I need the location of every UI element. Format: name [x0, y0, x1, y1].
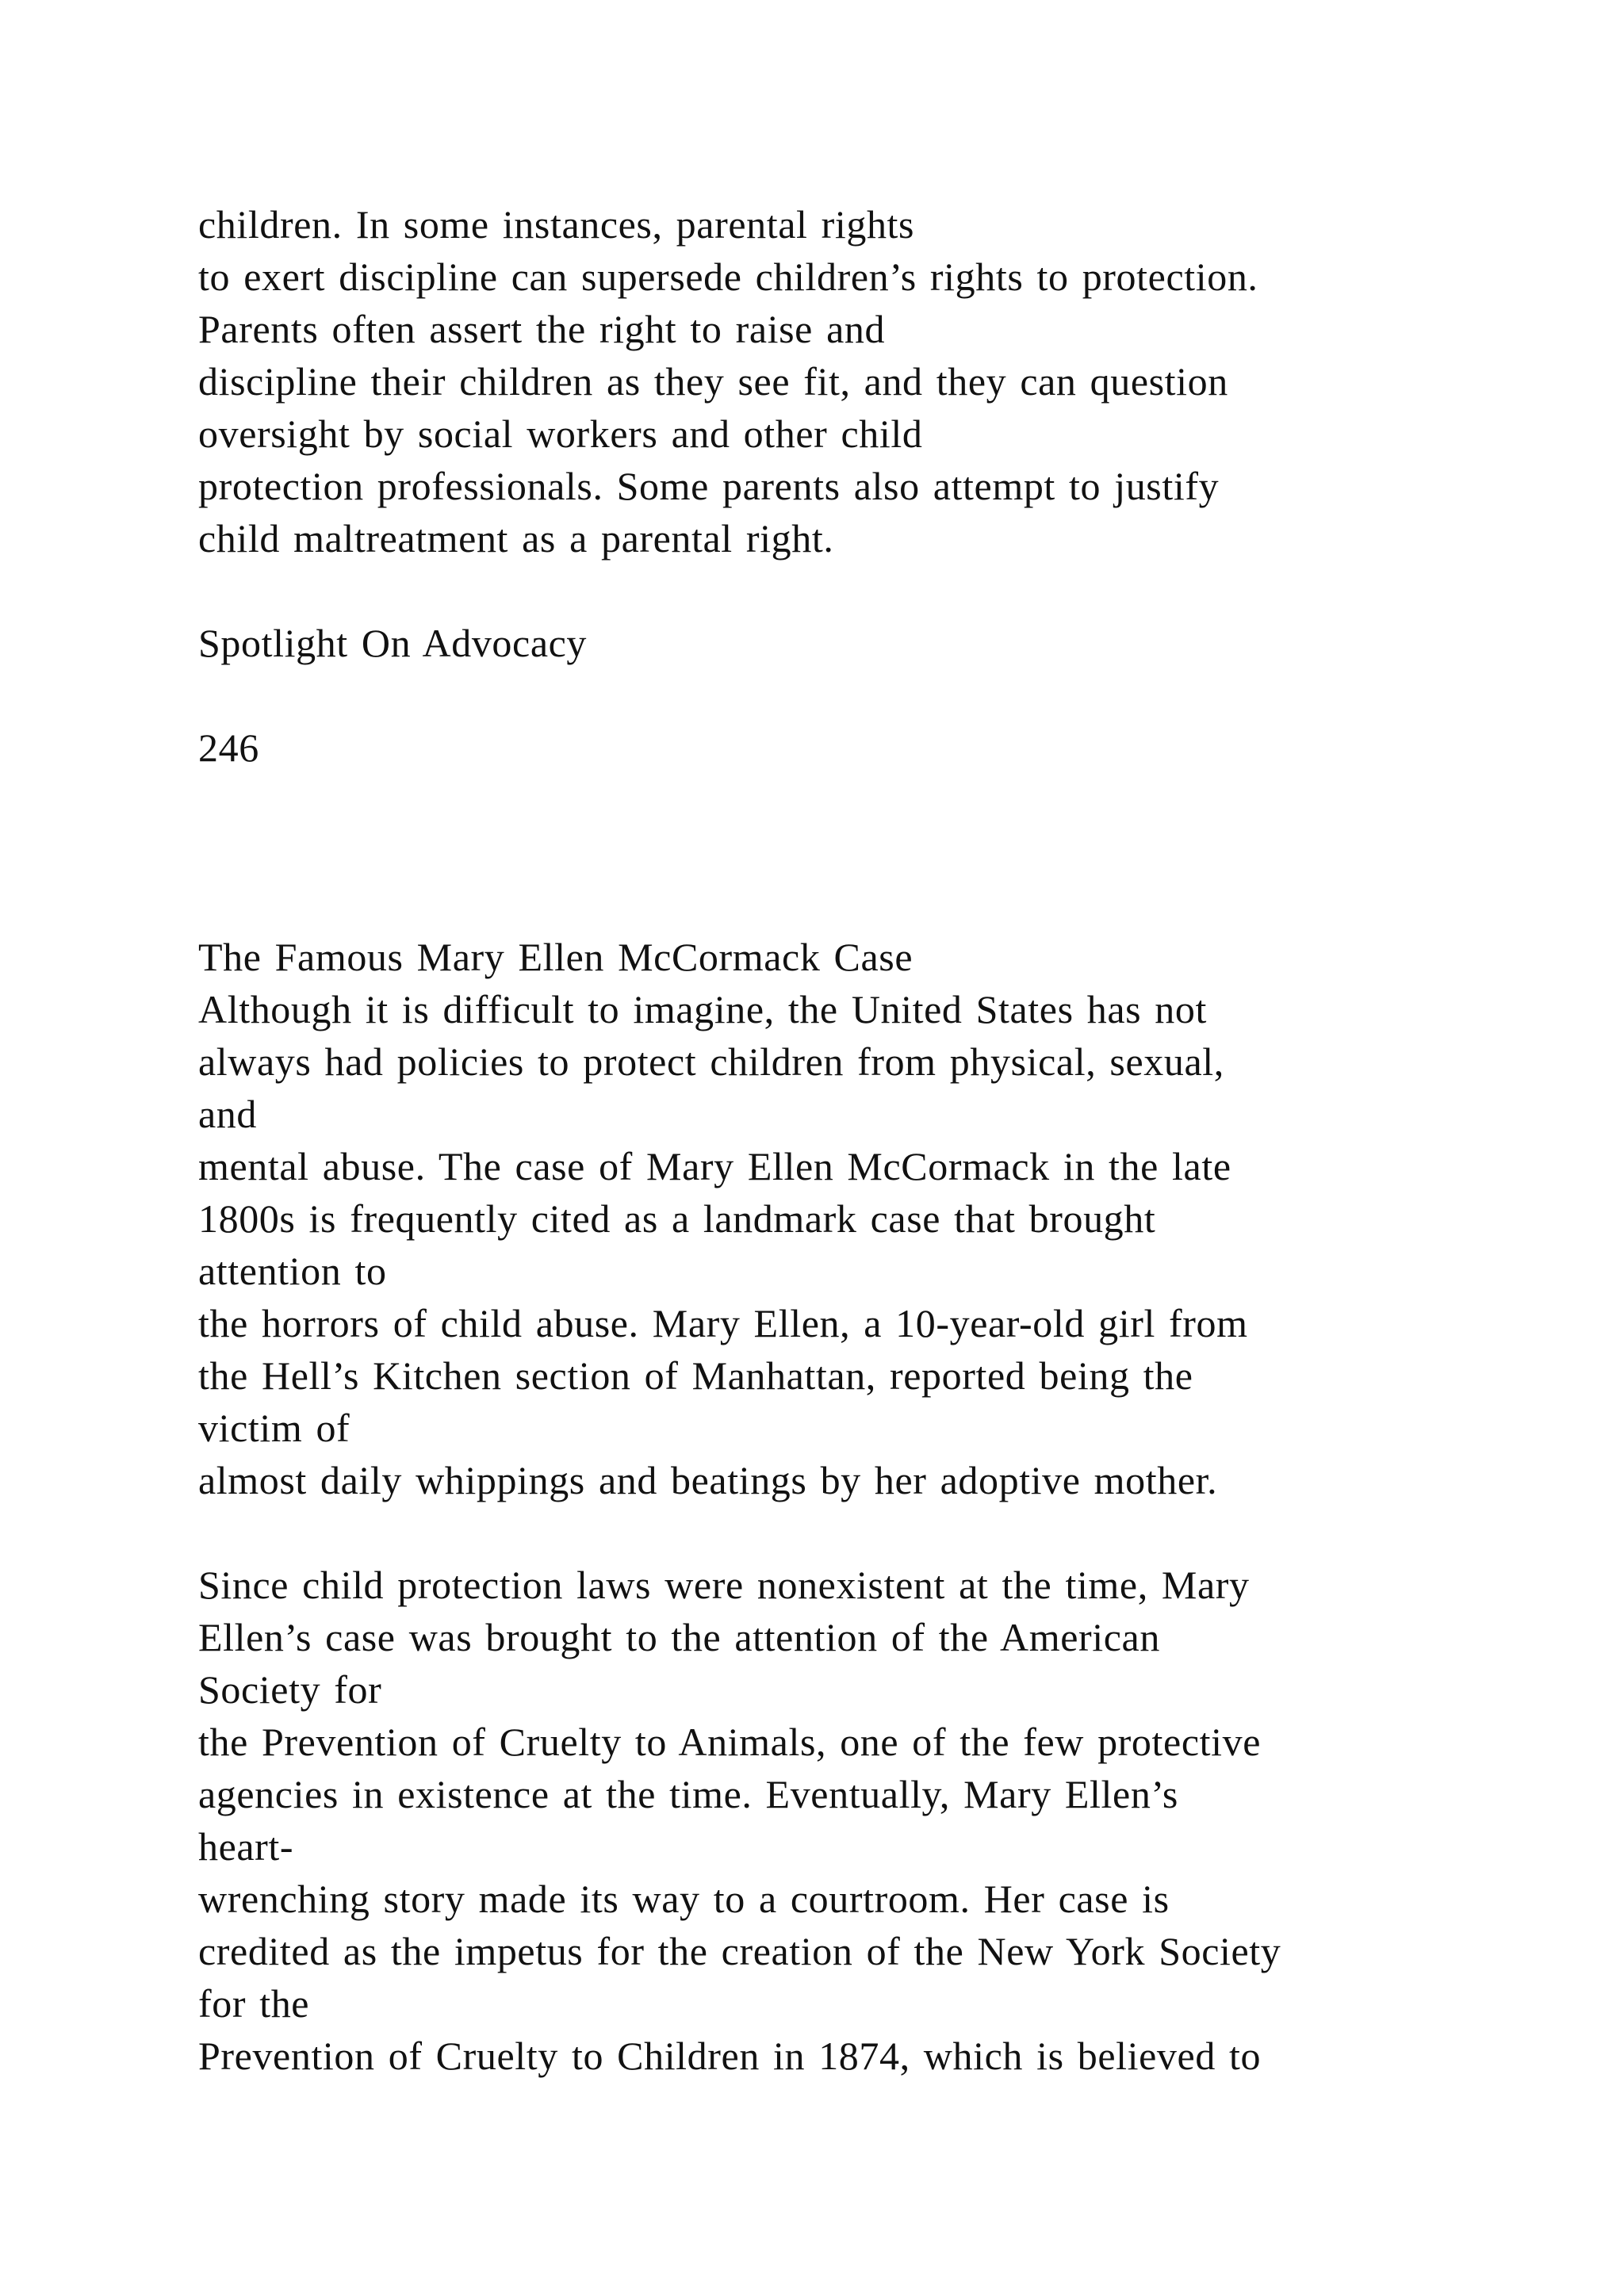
text-line: victim of	[198, 1406, 350, 1450]
text-line: wrenching story made its way to a courtroom. Her case is	[198, 1877, 1170, 1921]
page-number: 246	[198, 725, 259, 770]
text-line: almost daily whippings and beatings by her adoptive mother.	[198, 1458, 1218, 1502]
text-line: Prevention of Cruelty to Children in 1874, which is believed to	[198, 2034, 1262, 2078]
text-line: attention to	[198, 1249, 387, 1293]
text-line: mental abuse. The case of Mary Ellen McCormack in the late	[198, 1144, 1231, 1188]
text-line: heart-	[198, 1824, 294, 1869]
text-line: 1800s is frequently cited as a landmark case that brought	[198, 1196, 1156, 1241]
section-label: Spotlight On Advocacy	[198, 621, 588, 665]
text-line: to exert discipline can supersede children’s rights to protection.	[198, 254, 1258, 299]
text-line: Since child protection laws were nonexistent at the time, Mary	[198, 1563, 1250, 1607]
text-line: for the	[198, 1981, 310, 2026]
text-line: protection professionals. Some parents also attempt to justify	[198, 464, 1220, 508]
section-heading: The Famous Mary Ellen McCormack Case	[198, 935, 914, 979]
text-line: the horrors of child abuse. Mary Ellen, a 10-year-old girl from	[198, 1301, 1248, 1345]
text-line: Ellen’s case was brought to the attention of the American	[198, 1615, 1160, 1659]
text-line: and	[198, 1092, 257, 1136]
text-line: the Prevention of Cruelty to Animals, one of the few protective	[198, 1720, 1261, 1764]
text-line: always had policies to protect children from physical, sexual,	[198, 1039, 1224, 1084]
text-line: Society for	[198, 1667, 382, 1712]
text-line: agencies in existence at the time. Eventually, Mary Ellen’s	[198, 1772, 1178, 1816]
text-line: Although it is difficult to imagine, the United States has not	[198, 987, 1207, 1031]
text-line: Parents often assert the right to raise and	[198, 307, 886, 351]
text-line: discipline their children as they see fit, and they can question	[198, 359, 1228, 404]
text-line: children. In some instances, parental rights	[198, 202, 915, 247]
text-line: the Hell’s Kitchen section of Manhattan, reported being the	[198, 1353, 1193, 1398]
text-line: credited as the impetus for the creation of the New York Society	[198, 1929, 1281, 1973]
text-line: child maltreatment as a parental right.	[198, 516, 834, 561]
text-line: oversight by social workers and other child	[198, 411, 923, 456]
